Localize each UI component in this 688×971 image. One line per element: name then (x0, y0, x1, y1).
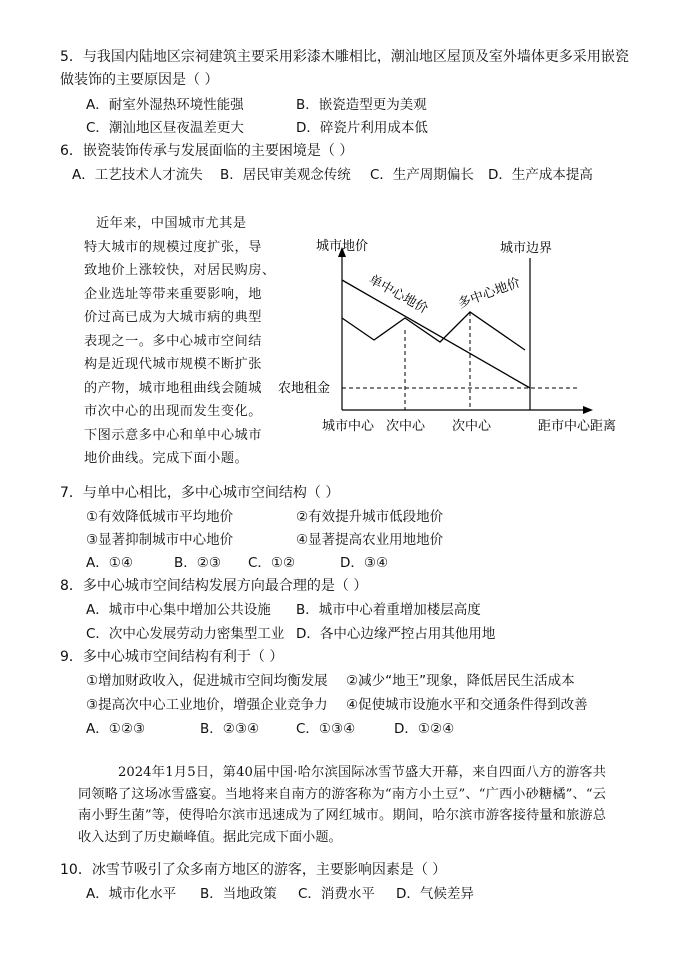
q9-option-c: C．①③④ (296, 721, 356, 737)
q9-stem: 9．多中心城市空间结构有利于（ ） (60, 649, 284, 665)
q9-item-1: ①增加财政收入，促进城市空间均衡发展 (86, 673, 328, 689)
q7-option-c: C．①② (248, 555, 296, 571)
x-tick-city-center: 城市中心 (322, 419, 375, 434)
q7-option-b: B．②③ (174, 555, 221, 571)
passage1-line: 构是近现代城市规模不断扩张 (84, 357, 262, 372)
x-axis-label: 距市中心距离 (538, 419, 617, 434)
y-axis-label: 城市地价 (316, 239, 369, 254)
passage2-text: 2024年1月5日，第40届中国·哈尔滨国际冰雪节盛大开幕，来自四面八方的游客共同领略了这场冰雪盛宴。当地将来自南方的游客称为“南方小土豆”、“广西小砂糖橘”、“云南小野生菌”等，使得哈尔滨市迅速成为了网红城市。期间，哈尔滨市游客接待量和旅游总收入达到了历史巅峰值。据此完成下面小题。 (78, 765, 606, 845)
q7-option-a: A．①④ (86, 555, 133, 571)
q8-option-c: C．次中心发展劳动力密集型工业 (86, 626, 285, 642)
q5-stem-line1: 5．与我国内陆地区宗祠建筑主要采用彩漆木雕相比，潮汕地区屋顶及室外墙体更多采用嵌瓷 (60, 49, 629, 65)
q8-option-d: D．各中心边缘严控占用其他用地 (296, 626, 496, 642)
multi-center-label: 多中心地价 (456, 275, 523, 312)
passage-urban-land-price (84, 212, 280, 471)
passage1-line: 企业选址等带来重要影响，地 (84, 286, 262, 302)
q9-option-b: B．②③④ (200, 721, 260, 737)
passage-harbin-ice-festival (78, 762, 606, 848)
passage1-line: 表现之一。多中心城市空间结 (84, 333, 262, 349)
q10-option-c: C．消费水平 (298, 886, 375, 902)
x-tick-subcenter-1: 次中心 (386, 419, 426, 434)
q9-item-4: ④促使城市设施水平和交通条件得到改善 (346, 697, 588, 713)
passage1-line: 致地价上涨较快，对居民购房、 (84, 263, 276, 278)
q10-stem: 10．冰雪节吸引了众多南方地区的游客，主要影响因素是（ ） (60, 862, 447, 878)
q6-option-c: C．生产周期偏长 (370, 167, 474, 183)
q5-option-a: A．耐室外湿热环境性能强 (86, 97, 244, 113)
q6-stem: 6．嵌瓷装饰传承与发展面临的主要困境是（ ） (60, 143, 354, 159)
passage1-line: 近年来，中国城市尤其是 (96, 216, 247, 231)
multi-center-curve (342, 312, 525, 350)
q9-item-2: ②减少“地王”现象，降低居民生活成本 (346, 673, 575, 689)
land-price-diagram (270, 230, 630, 440)
q7-item-3: ③显著抑制城市中心地价 (86, 532, 234, 548)
q5-option-b: B．嵌瓷造型更为美观 (296, 97, 427, 113)
q8-stem: 8．多中心城市空间结构发展方向最合理的是（ ） (60, 578, 368, 594)
q10-option-d: D．气候差异 (396, 886, 474, 902)
q7-option-d: D．③④ (340, 555, 389, 571)
q5-stem-line2: 做装饰的主要原因是（ ） (60, 72, 219, 88)
passage1-line: 特大城市的规模过度扩张，导 (84, 239, 262, 255)
passage1-line: 市次中心的出现而发生变化。 (84, 404, 262, 419)
q7-item-1: ①有效降低城市平均地价 (86, 509, 234, 525)
q10-option-a: A．城市化水平 (86, 886, 177, 902)
farm-rent-label: 农地租金 (278, 381, 331, 396)
city-boundary-label: 城市边界 (500, 241, 553, 256)
q9-option-a: A．①②③ (86, 721, 146, 737)
q7-stem: 7．与单中心相比，多中心城市空间结构（ ） (60, 485, 340, 501)
q9-item-3: ③提高次中心工业地价，增强企业竞争力 (86, 697, 328, 713)
q10-option-b: B．当地政策 (200, 886, 277, 902)
x-tick-subcenter-2: 次中心 (452, 419, 492, 434)
q5-option-c: C．潮汕地区昼夜温差更大 (86, 120, 244, 136)
x-axis-arrow (583, 406, 593, 414)
q8-option-b: B．城市中心着重增加楼层高度 (296, 602, 481, 618)
passage1-line: 价过高已成为大城市病的典型 (84, 310, 262, 325)
q7-item-2: ②有效提升城市低段地价 (296, 509, 444, 525)
q9-option-d: D．①②④ (394, 721, 455, 737)
passage1-line: 的产物，城市地租曲线会随城 (84, 380, 262, 396)
q6-option-b: B．居民审美观念传统 (220, 167, 351, 183)
q7-item-4: ④显著提高农业用地地价 (296, 532, 444, 548)
passage1-line: 下图示意多中心和单中心城市 (84, 427, 262, 443)
q6-option-a: A．工艺技术人才流失 (72, 167, 203, 183)
q6-option-d: D．生产成本提高 (488, 167, 593, 183)
q8-option-a: A．城市中心集中增加公共设施 (86, 602, 271, 618)
q5-option-d: D．碎瓷片利用成本低 (296, 120, 428, 136)
single-center-label: 单中心地价 (366, 272, 431, 318)
passage1-line: 地价曲线。完成下面小题。 (84, 451, 249, 466)
